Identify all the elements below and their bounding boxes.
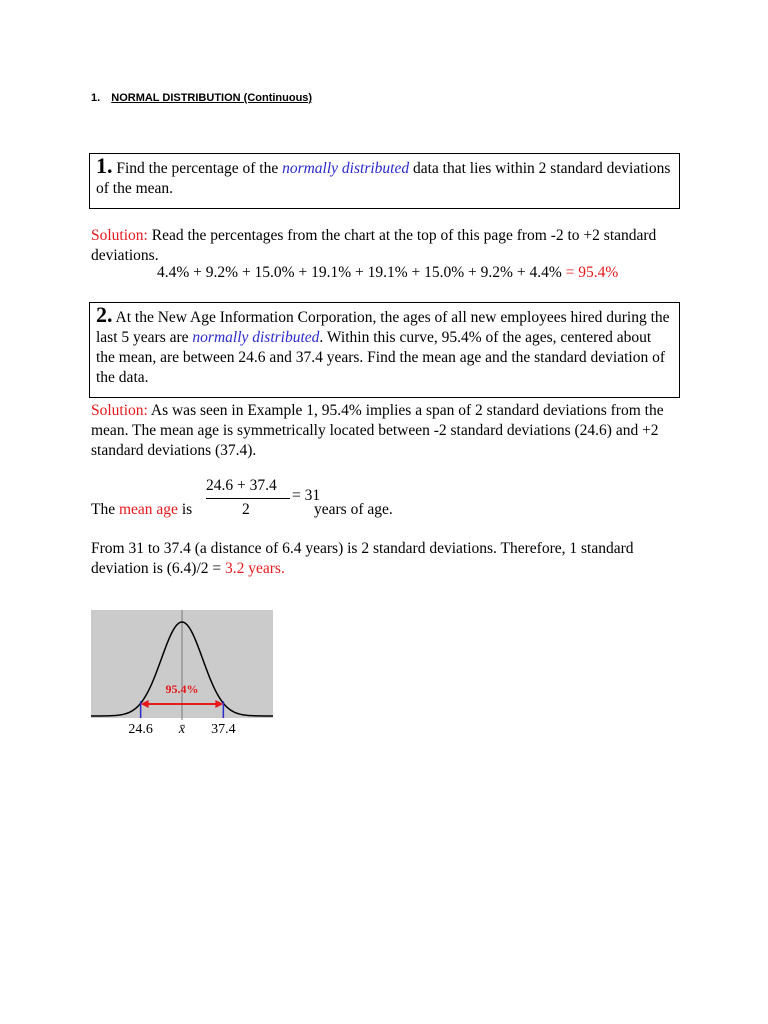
solution-1-result: = 95.4% <box>565 264 619 281</box>
problem-1-highlight: normally distributed <box>282 160 410 177</box>
problem-1-text-before: Find the percentage of the <box>116 160 279 177</box>
problem-2-text-after: . Within this curve, 95.4% of the ages, centered about the mean, are between 24.6 and 37.4 years. Find the mean age and the standard deviation of the data. <box>96 329 665 386</box>
problem-1-number: 1. <box>96 153 113 178</box>
normal-curve-chart <box>91 610 273 720</box>
solution-1-sum-line <box>157 264 618 282</box>
solution-2-text: As was seen in Example 1, 95.4% implies a span of 2 standard deviations from the mean. The mean age is symmetrically located between -2 standard deviations (24.6) and +2 standard deviations (37.4). <box>91 402 664 459</box>
section-number: 1. <box>91 92 101 104</box>
sd-result: 3.2 years. <box>225 560 285 577</box>
mean-age-line <box>91 501 192 519</box>
sd-text: From 31 to 37.4 (a distance of 6.4 years) is 2 standard deviations. Therefore, 1 standard deviation is (6.4)/2 = <box>91 540 634 577</box>
section-title: NORMAL DISTRIBUTION (Continuous) <box>111 92 313 104</box>
fraction-denominator: 2 <box>242 501 250 518</box>
fraction-result: = 31 <box>292 487 321 504</box>
mean-prefix: The <box>91 501 116 518</box>
solution-2 <box>91 401 681 461</box>
fraction-bar <box>206 498 290 499</box>
tick-label-low: 24.6 <box>128 722 153 737</box>
mean-label: mean age <box>118 501 178 518</box>
mean-is: is <box>181 501 193 518</box>
fraction-numerator: 24.6 + 37.4 <box>206 477 277 494</box>
mean-suffix: years of age. <box>314 501 393 518</box>
problem-2-highlight: normally distributed <box>192 329 320 346</box>
tick-label-high: 37.4 <box>211 722 236 737</box>
problem-2-text-before: At the New Age Information Corporation, the ages of all new employees hired during the last 5 years are <box>96 309 670 346</box>
problem-1-text-after: data that lies within 2 standard deviations of the mean. <box>96 160 671 197</box>
section-heading <box>91 92 312 104</box>
solution-1-label: Solution: <box>91 227 148 244</box>
problem-1-box <box>89 153 680 209</box>
problem-2-number: 2. <box>96 302 113 327</box>
solution-2-label: Solution: <box>91 402 148 419</box>
problem-2-box <box>89 302 680 398</box>
solution-1-text: Read the percentages from the chart at the top of this page from -2 to +2 standard deviations. <box>91 227 657 264</box>
tick-label-mean: x̄ <box>178 722 186 737</box>
solution-1 <box>91 226 681 266</box>
sd-paragraph <box>91 539 681 579</box>
solution-1-sum: 4.4% + 9.2% + 15.0% + 19.1% + 19.1% + 15.0% + 9.2% + 4.4% <box>157 264 562 281</box>
span-label: 95.4% <box>165 682 199 696</box>
